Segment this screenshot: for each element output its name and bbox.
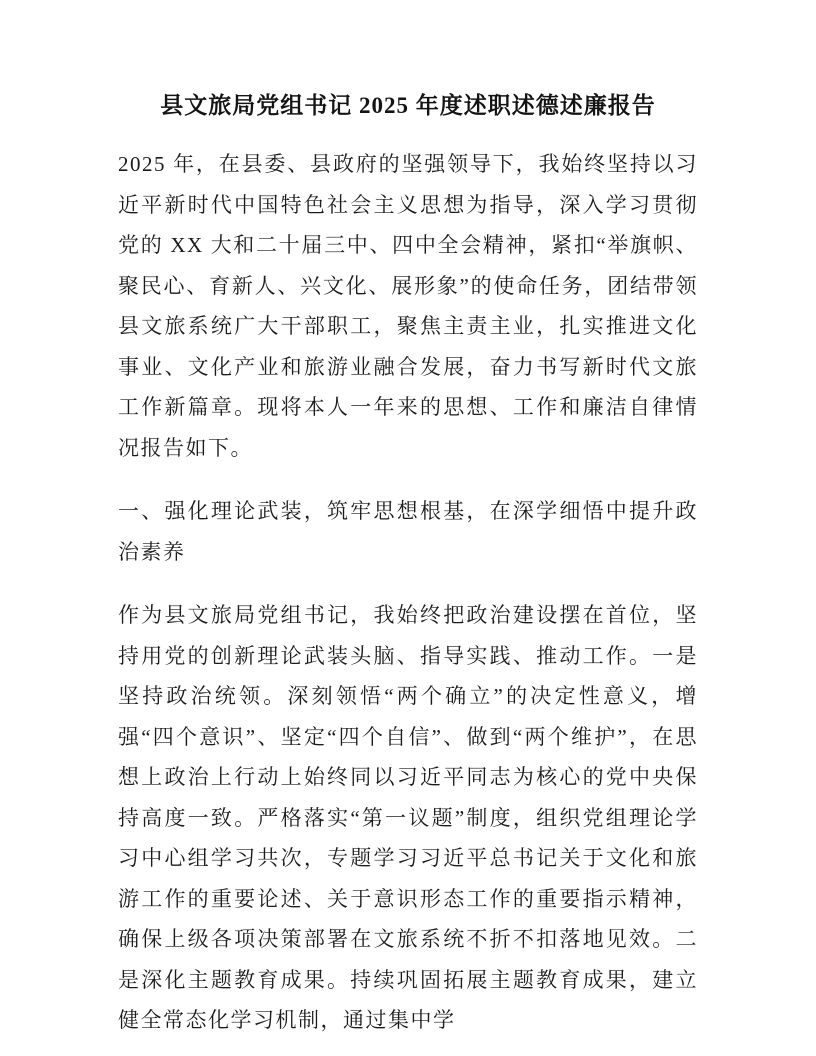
paragraph-intro: 2025 年，在县委、县政府的坚强领导下，我始终坚持以习近平新时代中国特色社会主义思想为指导，深入学习贯彻党的 XX 大和二十届三中、四中全会精神，紧扣“举旗帜、聚民心、育新人、兴文化、展形象”的使命任务，团结带领县文旅系统广大干部职工，聚焦主责主业，扎实推进文化事业、文化产业和旅游业融合发展，奋力书写新时代文旅工作新篇章。现将本人一年来的思想、工作和廉洁自律情况报告如下。 xyxy=(118,152,698,460)
document-title: 县文旅局党组书记 2025 年度述职述德述廉报告 xyxy=(160,93,656,118)
paragraph-section-1-body: 作为县文旅局党组书记，我始终把政治建设摆在首位，坚持用党的创新理论武装头脑、指导实践、推动工作。一是坚持政治统领。深刻领悟“两个确立”的决定性意义，增强“四个意识”、坚定“四个自信”、做到“两个维护”，在思想上政治上行动上始终同以习近平同志为核心的党中央保持高度一致。严格落实“第一议题”制度，组织党组理论学习中心组学习共次，专题学习习近平总书记关于文化和旅游工作的重要论述、关于意识形态工作的重要指示精神，确保上级各项决策部署在文旅系统不折不扣落地见效。二是深化主题教育成果。持续巩固拓展主题教育成果，建立健全常态化学习机制，通过集中学 xyxy=(118,603,698,1032)
section-heading-1: 一、强化理论武装，筑牢思想根基，在深学细悟中提升政治素养 xyxy=(118,499,698,564)
